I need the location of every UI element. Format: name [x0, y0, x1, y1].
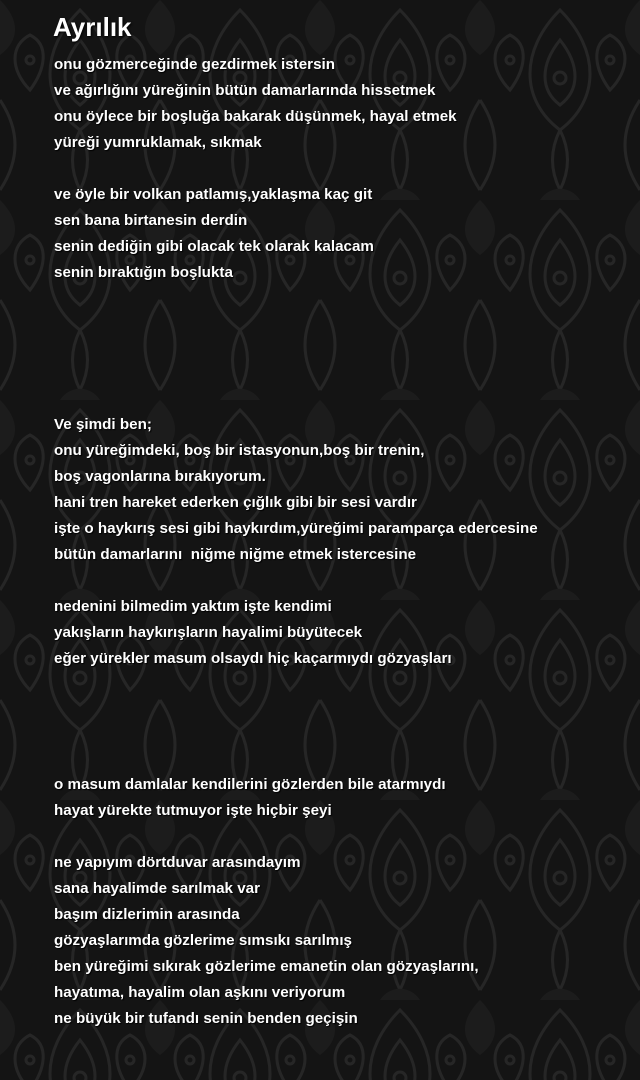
- poem-line: hani tren hareket ederken çığlık gibi bir sesi vardır: [54, 494, 417, 511]
- poem-line: onu yüreğimdeki, boş bir istasyonun,boş bir trenin,: [54, 442, 425, 459]
- poem-line: işte o haykırış sesi gibi haykırdım,yüreğimi paramparça edercesine: [54, 520, 538, 537]
- poem-line: başım dizlerimin arasında: [54, 906, 240, 923]
- poem-line: nedenini bilmedim yaktım işte kendimi: [54, 598, 332, 615]
- poem-title: Ayrılık: [53, 12, 132, 42]
- poem-line: ve öyle bir volkan patlamış,yaklaşma kaç git: [54, 186, 373, 203]
- poem-line: yüreği yumruklamak, sıkmak: [54, 134, 262, 151]
- poem-line: ve ağırlığını yüreğinin bütün damarlarında hissetmek: [54, 82, 436, 99]
- poem-line: boş vagonlarına bırakıyorum.: [54, 468, 266, 485]
- poem-line: o masum damlalar kendilerini gözlerden bile atarmıydı: [54, 776, 446, 793]
- poem-line: hayat yürekte tutmuyor işte hiçbir şeyi: [54, 802, 332, 819]
- poem-line: senin dediğin gibi olacak tek olarak kalacam: [54, 238, 374, 255]
- poem-line: senin bıraktığın boşlukta: [54, 264, 233, 281]
- poem-line: gözyaşlarımda gözlerime sımsıkı sarılmış: [54, 932, 352, 949]
- poem-line: ne yapıyım dörtduvar arasındayım: [54, 854, 301, 871]
- poem-line: ne büyük bir tufandı senin benden geçişin: [54, 1010, 358, 1027]
- poem-line: sen bana birtanesin derdin: [54, 212, 248, 229]
- poem-line: onu öylece bir boşluğa bakarak düşünmek, hayal etmek: [54, 108, 457, 125]
- poem-line: Ve şimdi ben;: [54, 416, 152, 433]
- poem-line: hayatıma, hayalim olan aşkını veriyorum: [54, 984, 346, 1001]
- poem-line: ben yüreğimi sıkırak gözlerime emanetin olan gözyaşlarını,: [54, 958, 479, 975]
- poem-line: yakışların haykırışların hayalimi büyütecek: [54, 624, 363, 641]
- poem-line: sana hayalimde sarılmak var: [54, 880, 261, 897]
- poem-line: bütün damarlarını niğme niğme etmek istercesine: [54, 546, 417, 563]
- poem-line: eğer yürekler masum olsaydı hiç kaçarmıydı gözyaşları: [54, 650, 452, 667]
- poem-line: onu gözmerceğinde gezdirmek istersin: [54, 56, 336, 73]
